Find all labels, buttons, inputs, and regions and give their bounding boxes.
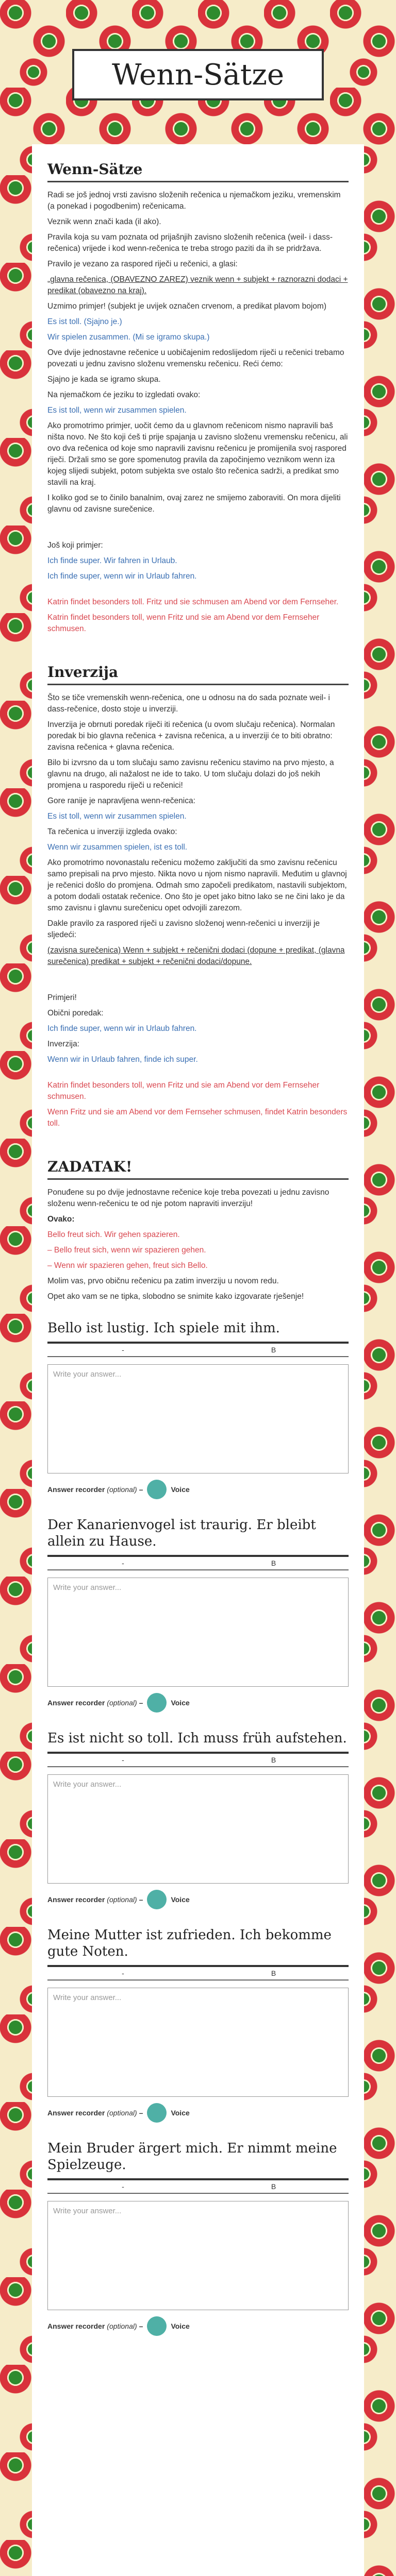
voice-label: Voice (171, 1699, 190, 1707)
toolbar-right-button[interactable]: B (198, 1344, 349, 1356)
paragraph: Veznik wenn znači kada (il ako). (47, 217, 161, 226)
record-button[interactable] (147, 1693, 167, 1713)
paragraph: Ako promotrimo novonastalu rečenicu možemo zaključiti da smo zavisnu rečenicu samo prepisali na prvo mjesto. Nikta novo u njom nismo napravili. Međutim u glavnoj je rečenici došlo do promjena. Odmah smo započeli predikatom, nastavili subjektom, a potom dodali ostatak rečenice. Ono što je opet jako bitno lako se ne čini lako je da smo zavisnu i glavnu surečenicu opet odvojili zarezom. (47, 858, 347, 912)
answer-recorder (47, 2316, 349, 2336)
divider (47, 2193, 349, 2197)
section-divider (47, 1178, 349, 1180)
exercise-list (47, 1320, 349, 2336)
answer-input[interactable]: Write your answer... (47, 1364, 349, 1473)
divider (47, 1357, 349, 1360)
toolbar-left-button[interactable]: - (47, 1754, 198, 1766)
recorder-label: Answer recorder (47, 2322, 105, 2330)
example-sentence: Es ist toll. (Sjajno je.) (47, 317, 122, 326)
record-button[interactable] (147, 2103, 167, 2123)
paragraph: Dakle pravilo za raspored riječi u zavisno složenoj wenn-rečenici u inverziji je sljedeći: (47, 919, 320, 939)
answer-recorder (47, 1480, 349, 1499)
recorder-optional: (optional) (107, 1895, 137, 1904)
paragraph: Još koji primjer: (47, 541, 103, 550)
paragraph: Bilo bi izvrsno da u tom slučaju samo zavisnu rečenicu stavimo na prvo mjesto, a glavnu na drugo, ali nažalost ne ide to tako. U tom slučaju dolazi do još nekih promjena u rasporedu riječi u rečenici! (47, 758, 334, 790)
answer-toolbar (47, 1967, 349, 1980)
record-button[interactable] (147, 2316, 167, 2336)
paragraph: Sjajno je kada se igramo skupa. (47, 375, 161, 384)
toolbar-right-button[interactable]: B (198, 1967, 349, 1979)
voice-label: Voice (171, 2109, 190, 2117)
answer-toolbar (47, 2180, 349, 2193)
divider (47, 1767, 349, 1770)
exercise-block (47, 1927, 349, 2123)
paragraph: Molim vas, prvo običnu rečenicu pa zatim inverziju u novom redu. (47, 1277, 279, 1285)
paragraph: Što se tiče vremenskih wenn-rečenica, one u odnosu na do sada poznate weil- i dass-rečenice, dosto stoje u inverziji. (47, 693, 330, 714)
paragraph: Ako promotrimo primjer, uočit ćemo da u glavnom rečenicom nismo napravili baš ništa novo. Ne što koji ćeš ti prije spajanja u zavisno složenu vremensku rečenicu, ali ovo dva rečenica od koje smo napravili zavisnu rečenicu je promijenila svoj raspored riječi. Držali smo se gore spomenutog pravila da započinjemo veznikom wenn iza kojeg slijedi subjekt, potom subjekta sve ostalo što rečenica sadrži, a predikat smo stavili na kraj. (47, 421, 348, 487)
voice-label: Voice (171, 1895, 190, 1904)
section-divider (47, 684, 349, 685)
toolbar-right-button[interactable]: B (198, 1754, 349, 1766)
paragraph: Gore ranije je napravljena wenn-rečenica: (47, 796, 195, 805)
recorder-label: Answer recorder (47, 1485, 105, 1494)
example-sentence: Wenn Fritz und sie am Abend vor dem Fernseher schmusen, findet Katrin besonders toll. (47, 1108, 348, 1128)
section-heading: ZADATAK! (47, 1158, 133, 1175)
example-sentence: Ich finde super, wenn wir in Urlaub fahren. (47, 1024, 197, 1033)
section-heading: Inverzija (47, 664, 119, 681)
example-sentence: – Bello freut sich, wenn wir spazieren gehen. (47, 1246, 206, 1255)
example-sentence: Es ist toll, wenn wir zusammen spielen. (47, 812, 187, 821)
example-sentence: – Wenn wir spazieren gehen, freut sich Bello. (47, 1261, 208, 1270)
paragraph: Pravilo je vezano za raspored riječi u rečenici, a glasi: (47, 260, 238, 268)
exercise-block (47, 1730, 349, 1909)
exercise-title: Der Kanarienvogel ist traurig. Er bleibt allein zu Hause. (47, 1517, 316, 1549)
paragraph: Ta rečenica u inverziji izgleda ovako: (47, 827, 177, 836)
exercise-title: Mein Bruder ärgert mich. Er nimmt meine Spielzeuge. (47, 2141, 337, 2173)
answer-toolbar (47, 1344, 349, 1357)
recorder-optional: (optional) (107, 1699, 137, 1707)
answer-recorder (47, 2103, 349, 2123)
example-sentence: Es ist toll, wenn wir zusammen spielen. (47, 406, 187, 415)
recorder-dash: – (139, 1895, 143, 1904)
paragraph: Ponuđene su po dvije jednostavne rečenice koje treba povezati u jednu zavisno složenu wenn-rečenicu te od nje potom napraviti inverziju! (47, 1188, 329, 1208)
answer-recorder (47, 1890, 349, 1909)
toolbar-left-button[interactable]: - (47, 2180, 198, 2193)
recorder-optional: (optional) (107, 2109, 137, 2117)
answer-toolbar (47, 1557, 349, 1570)
toolbar-right-button[interactable]: B (198, 1557, 349, 1569)
answer-toolbar (47, 1754, 349, 1767)
record-button[interactable] (147, 1480, 167, 1499)
example-sentence: Katrin findet besonders toll, wenn Fritz und sie am Abend vor dem Fernseher schmusen. (47, 1081, 320, 1101)
paragraph: Pravila koja su vam poznata od prijašnjih zavisno složenih rečenica (weil- i dass-rečenica) vrijede i kod wenn-rečenica te trebа strogo paziti da ih se pridržava. (47, 233, 333, 253)
recorder-dash: – (139, 1699, 143, 1707)
voice-label: Voice (171, 2322, 190, 2330)
example-sentence: Bello freut sich. Wir gehen spazieren. (47, 1230, 180, 1239)
recorder-label: Answer recorder (47, 1699, 105, 1707)
exercise-title: Bello ist lustig. Ich spiele mit ihm. (47, 1320, 280, 1336)
page-title-box (72, 49, 324, 100)
header-banner (0, 0, 396, 144)
recorder-optional: (optional) (107, 2322, 137, 2330)
recorder-dash: – (139, 2322, 143, 2330)
example-sentence: Ich finde super, wenn wir in Urlaub fahren. (47, 572, 197, 581)
paragraph: Radi se još jednoj vrsti zavisno složenih rečenica u njemačkom jeziku, vremenskim (a ponekad i pogodbenim) rečenicama. (47, 191, 341, 211)
paragraph: Ovako: (47, 1215, 75, 1224)
answer-input[interactable]: Write your answer... (47, 2201, 349, 2310)
rule-text: (zavisna surečenica) Wenn + subjekt + rečenični dodaci (dopune + predikat, (glavna surečenica) predikat + subjekt + rečenični dodaci/dopune. (47, 946, 345, 966)
example-sentence: Katrin findet besonders toll, wenn Fritz und sie am Abend vor dem Fernseher schmusen. (47, 613, 320, 633)
content-card (32, 144, 364, 2576)
voice-label: Voice (171, 1485, 190, 1494)
recorder-optional: (optional) (107, 1485, 137, 1494)
paragraph: Ove dvije jednostavne rečenice u uobičajenim redoslijedom riječi u rečenici trebamo povezati u jednu zavisno složenu vremensku rečenicu. Reći ćemo: (47, 348, 344, 368)
exercise-block (47, 1517, 349, 1713)
recorder-dash: – (139, 1485, 143, 1494)
paragraph: Inverzija: (47, 1040, 80, 1048)
divider (47, 1570, 349, 1573)
toolbar-left-button[interactable]: - (47, 1344, 198, 1356)
toolbar-right-button[interactable]: B (198, 2180, 349, 2193)
section-heading: Wenn-Sätze (47, 161, 143, 178)
divider (47, 1980, 349, 1984)
example-sentence: Wenn wir zusammen spielen, ist es toll. (47, 843, 188, 852)
toolbar-left-button[interactable]: - (47, 1557, 198, 1569)
example-sentence: Ich finde super. Wir fahren in Urlaub. (47, 556, 177, 565)
paragraph: Inverzija je obrnuti poredak riječi iti rečenica (u ovom slučaju rečenica). Normalan poredak bi bio glavna rečenica + zavisna rečenica, a u inverziji će to biti obratno: zavisna rečenica + glavna rečenica. (47, 720, 335, 752)
answer-recorder (47, 1693, 349, 1713)
example-sentence: Wenn wir in Urlaub fahren, finde ich super. (47, 1055, 198, 1064)
page-title: Wenn-Sätze (111, 58, 285, 92)
paragraph: Obični poredak: (47, 1009, 104, 1018)
rule-text: „glavna rečenica, (OBAVEZNO ZAREZ) veznik wenn + subjekt + raznorazni dodaci + predikat (obavezno na kraj). (47, 275, 348, 295)
exercise-title: Es ist nicht so toll. Ich muss früh aufstehen. (47, 1731, 347, 1746)
answer-input[interactable]: Write your answer... (47, 1578, 349, 1687)
example-sentence: Katrin findet besonders toll. Fritz und sie schmusen am Abend vor dem Fernseher. (47, 598, 339, 606)
paragraph: Uzmimo primjer! (subjekt je uvijek označen crvenom, a predikat plavom bojom) (47, 302, 326, 311)
record-button[interactable] (147, 1890, 167, 1909)
paragraph: Primjeri! (47, 993, 77, 1002)
example-sentence: Wir spielen zusammen. (Mi se igramo skupa.) (47, 333, 210, 342)
section-divider (47, 181, 349, 182)
paragraph: Opet ako vam se ne tipka, slobodno se snimite kako izgovarate rješenje! (47, 1292, 304, 1301)
toolbar-left-button[interactable]: - (47, 1967, 198, 1979)
exercise-block (47, 1320, 349, 1499)
exercise-title: Meine Mutter ist zufrieden. Ich bekomme gute Noten. (47, 1927, 332, 1959)
paragraph: Na njemačkom će jeziku to izgledati ovako: (47, 391, 201, 399)
recorder-label: Answer recorder (47, 2109, 105, 2117)
recorder-dash: – (139, 2109, 143, 2117)
paragraph: I koliko god se to činilo banalnim, ovaj zarez ne smijemo zaboraviti. On mora dijeliti glavnu od zavisne surečenice. (47, 494, 341, 514)
answer-input[interactable]: Write your answer... (47, 1988, 349, 2097)
exercise-block (47, 2140, 349, 2336)
recorder-label: Answer recorder (47, 1895, 105, 1904)
answer-input[interactable]: Write your answer... (47, 1774, 349, 1884)
